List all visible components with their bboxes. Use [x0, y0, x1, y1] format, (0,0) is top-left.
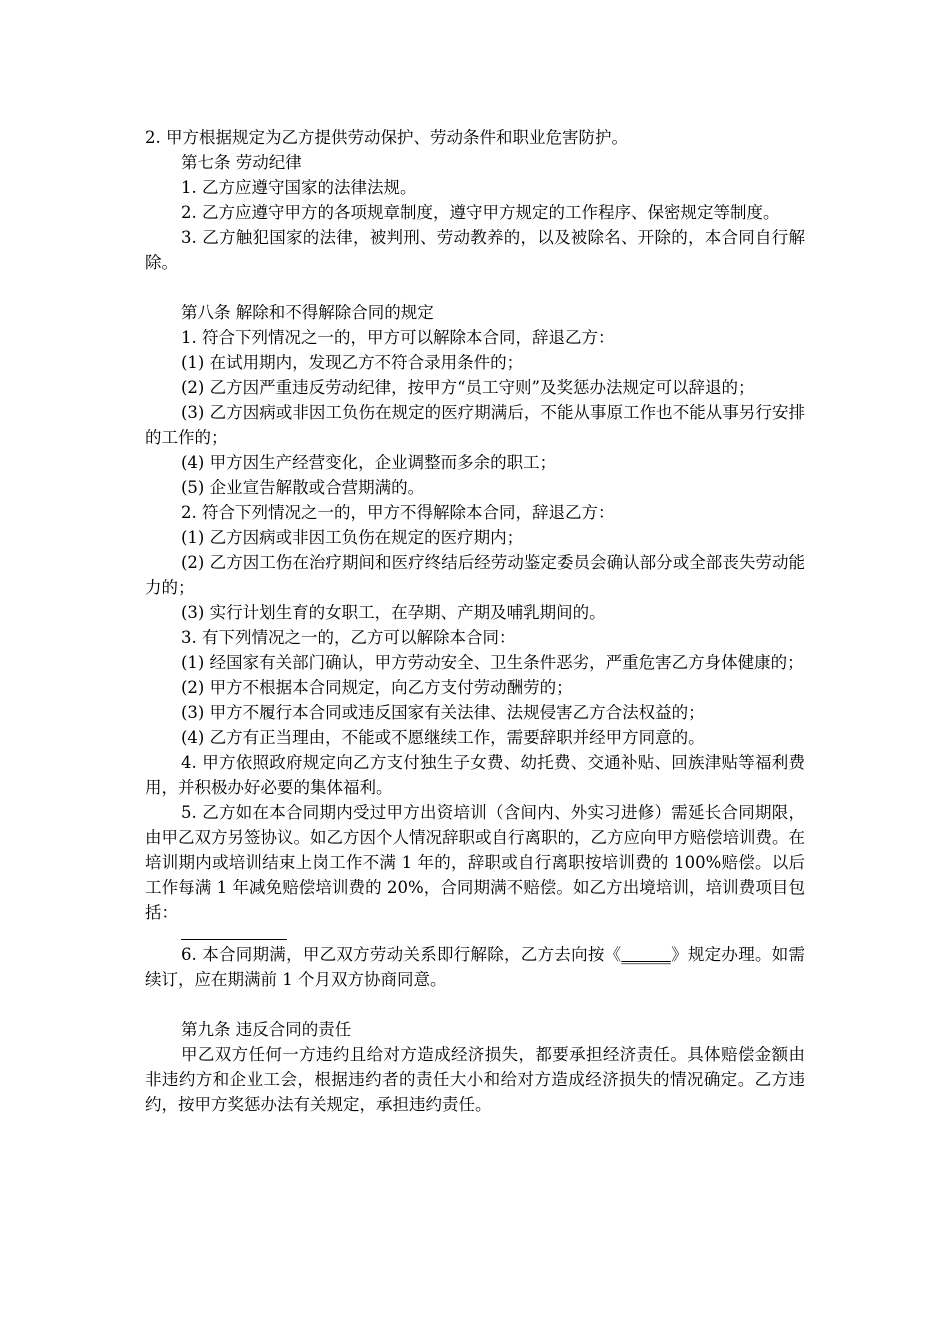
article-8-clause-5: 5. 乙方如在本合同期内受过甲方出资培训（含间内、外实习进修）需延长合同期限，由甲乙双方另签协议。如乙方因个人情况辞职或自行离职的，乙方应向甲方赔偿培训费。在培训期内或培训结束上岗工作不满 1 年的，辞职或自行离职按培训费的 100%赔偿。以后工作每满 1 年减免赔偿培训费的 20%，合同期满不赔偿。如乙方出境培训，培训费项目包括：: [145, 803, 805, 922]
article-8-clause-1: 1. 符合下列情况之一的，甲方可以解除本合同，辞退乙方：: [181, 328, 615, 347]
article-8-clause-1-item-3: (3) 乙方因病或非因工负伤在规定的医疗期满后，不能从事原工作也不能从事另行安排的工作的；: [145, 403, 805, 447]
article-8-clause-1-item-4: (4) 甲方因生产经营变化，企业调整而多余的职工；: [181, 453, 557, 472]
clause-6-prefix: 6. 本合同期满，甲乙双方劳动关系即行解除，乙方去向按《: [181, 945, 622, 964]
spacer: [145, 992, 805, 1017]
article-8-clause-3-item-1: (1) 经国家有关部门确认，甲方劳动安全、卫生条件恶劣，严重危害乙方身体健康的；: [181, 653, 804, 672]
article-7-title: 第七条 劳动纪律: [181, 153, 302, 172]
article-8-clause-2-item-2: (2) 乙方因工伤在治疗期间和医疗终结后经劳动鉴定委员会确认部分或全部丧失劳动能力的；: [145, 553, 805, 597]
article-8-clause-3: 3. 有下列情况之一的，乙方可以解除本合同：: [181, 628, 516, 647]
article-9-body: 甲乙双方任何一方违约且给对方造成经济损失，都要承担经济责任。具体赔偿金额由非违约方和企业工会，根据违约者的责任大小和给对方造成经济损失的情况确定。乙方违约，按甲方奖惩办法有关规定，承担违约责任。: [145, 1045, 805, 1114]
article-8-clause-3-item-4: (4) 乙方有正当理由，不能或不愿继续工作，需要辞职并经甲方同意的。: [181, 728, 705, 747]
article-6-item-2: 2. 甲方根据规定为乙方提供劳动保护、劳动条件和职业危害防护。: [145, 128, 628, 147]
clause-6-blank: ______: [621, 945, 671, 964]
article-7-item-3: 3. 乙方触犯国家的法律，被判刑、劳动教养的，以及被除名、开除的，本合同自行解除。: [145, 228, 805, 272]
article-8-title: 第八条 解除和不得解除合同的规定: [181, 303, 434, 322]
article-8-clause-4: 4. 甲方依照政府规定向乙方支付独生子女费、幼托费、交通补贴、回族津贴等福利费用，并积极办好必要的集体福利。: [145, 753, 805, 797]
article-8-clause-2: 2. 符合下列情况之一的，甲方不得解除本合同，辞退乙方：: [181, 503, 615, 522]
article-8-clause-3-item-3: (3) 甲方不履行本合同或违反国家有关法律、法规侵害乙方合法权益的；: [181, 703, 705, 722]
spacer: [145, 275, 805, 300]
article-8-clause-1-item-1: (1) 在试用期内，发现乙方不符合录用条件的；: [181, 353, 524, 372]
article-8-clause-6: [145, 942, 805, 992]
clause-6-suffix: 》规定办理。如需续订，应在期满前 1 个月双方协商同意。: [145, 945, 805, 989]
article-7-item-2: 2. 乙方应遵守甲方的各项规章制度，遵守甲方规定的工作程序、保密规定等制度。: [181, 203, 780, 222]
contract-page: [145, 125, 805, 1117]
article-8-clause-1-item-2: (2) 乙方因严重违反劳动纪律，按甲方“员工守则”及奖惩办法规定可以辞退的；: [181, 378, 755, 397]
fill-in-blank-line: [181, 925, 287, 940]
article-8-clause-2-item-3: (3) 实行计划生育的女职工，在孕期、产期及哺乳期间的。: [181, 603, 606, 622]
article-8-clause-2-item-1: (1) 乙方因病或非因工负伤在规定的医疗期内；: [181, 528, 524, 547]
article-8-clause-1-item-5: (5) 企业宣告解散或合营期满的。: [181, 478, 425, 497]
article-8-clause-3-item-2: (2) 甲方不根据本合同规定，向乙方支付劳动酬劳的；: [181, 678, 573, 697]
article-7-item-1: 1. 乙方应遵守国家的法律法规。: [181, 178, 417, 197]
article-9-title: 第九条 违反合同的责任: [181, 1020, 352, 1039]
